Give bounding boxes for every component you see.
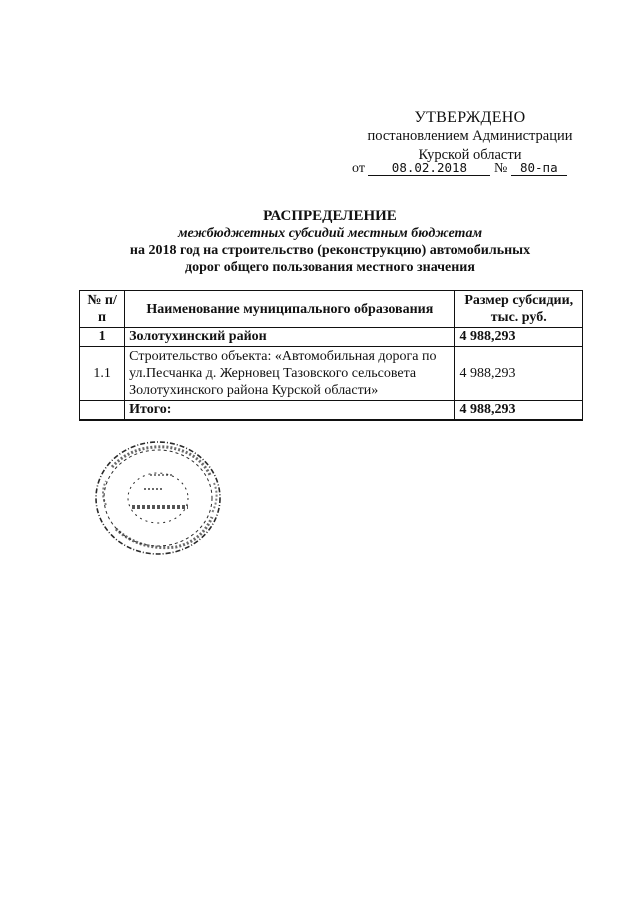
header-name: Наименование муниципального образования: [125, 291, 455, 328]
title-line-1: межбюджетных субсидий местным бюджетам: [177, 226, 483, 241]
table-row: [80, 347, 583, 401]
row-num: 1.1: [80, 347, 125, 401]
title-line-3: дорог общего пользования местного значения: [185, 260, 475, 275]
table-row-total: [80, 401, 583, 421]
decree-number-label: №: [493, 161, 508, 176]
header-num: № п/п: [80, 291, 125, 328]
row-amount: 4 988,293: [455, 347, 583, 401]
document-title: [80, 208, 580, 276]
table-row: [80, 328, 583, 347]
row-num: [80, 401, 125, 421]
decree-from-label: от: [352, 161, 365, 176]
title-line-2: на 2018 год на строительство (реконструкцию) автомобильных: [129, 243, 531, 258]
decree-date: 08.02.2018: [368, 160, 490, 176]
row-name: Золотухинский район: [125, 328, 455, 347]
subsidy-table: [79, 290, 583, 421]
approval-line-1: постановлением Администрации: [367, 128, 573, 144]
row-amount: 4 988,293: [455, 401, 583, 421]
row-name: Итого:: [125, 401, 455, 421]
row-name: Строительство объекта: «Автомобильная дорога по ул.Песчанка д. Жерновец Тазовского сельсовета Золотухинского района Курской области»: [125, 347, 455, 401]
official-seal-stamp: [92, 437, 224, 559]
approval-block: [350, 108, 590, 165]
decree-line: [352, 160, 567, 177]
row-amount: 4 988,293: [455, 328, 583, 347]
title-main: РАСПРЕДЕЛЕНИЕ: [263, 208, 397, 224]
approval-line-2: Курской области: [418, 147, 522, 163]
row-num: 1: [80, 328, 125, 347]
approval-heading: УТВЕРЖДЕНО: [414, 109, 526, 126]
table-header-row: [80, 291, 583, 328]
header-amount: Размер субсидии, тыс. руб.: [455, 291, 583, 328]
decree-number: 80-па: [511, 160, 567, 176]
